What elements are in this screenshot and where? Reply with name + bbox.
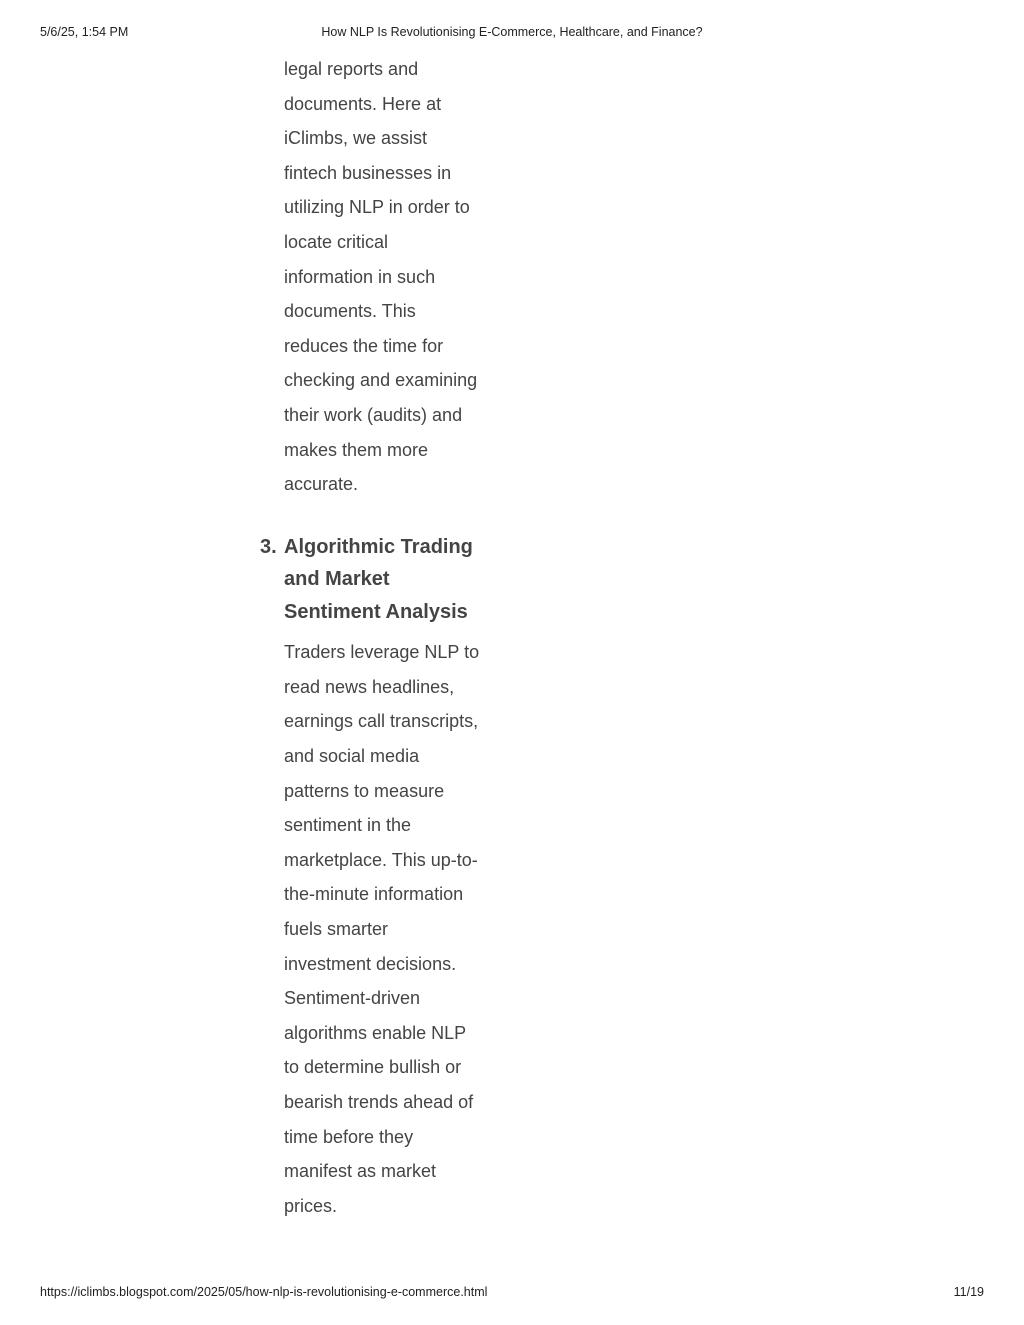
continued-paragraph: legal reports and documents. Here at iClimbs, we assist fintech businesses in utilizing NLP in order to locate critical information in such documents. This reduces the time for checking and examining their work (audits) and makes them more accurate.: [284, 59, 478, 495]
print-footer: [40, 1285, 984, 1301]
print-page-number: 11/19: [953, 1285, 984, 1299]
section-heading: [260, 531, 480, 629]
print-url: https://iclimbs.blogspot.com/2025/05/how-nlp-is-revolutionising-e-commerce.html: [40, 1285, 488, 1299]
section-paragraph: Traders leverage NLP to read news headlines, earnings call transcripts, and social media patterns to measure sentiment in the marketplace. This up-to-the-minute information fuels smarter investment decisions. Sentiment-driven algorithms enable NLP to determine bullish or bearish trends ahead of time before they manifest as market prices.: [284, 642, 480, 1216]
print-page-title: How NLP Is Revolutionising E-Commerce, Healthcare, and Finance?: [321, 25, 703, 39]
list-marker: 3.: [260, 535, 277, 558]
article-body: [260, 52, 480, 1223]
list-item: [260, 531, 480, 1224]
print-header: [40, 25, 984, 41]
section-heading-text: Algorithmic Trading and Market Sentiment Analysis: [284, 535, 473, 623]
print-date-time: 5/6/25, 1:54 PM: [40, 25, 129, 39]
